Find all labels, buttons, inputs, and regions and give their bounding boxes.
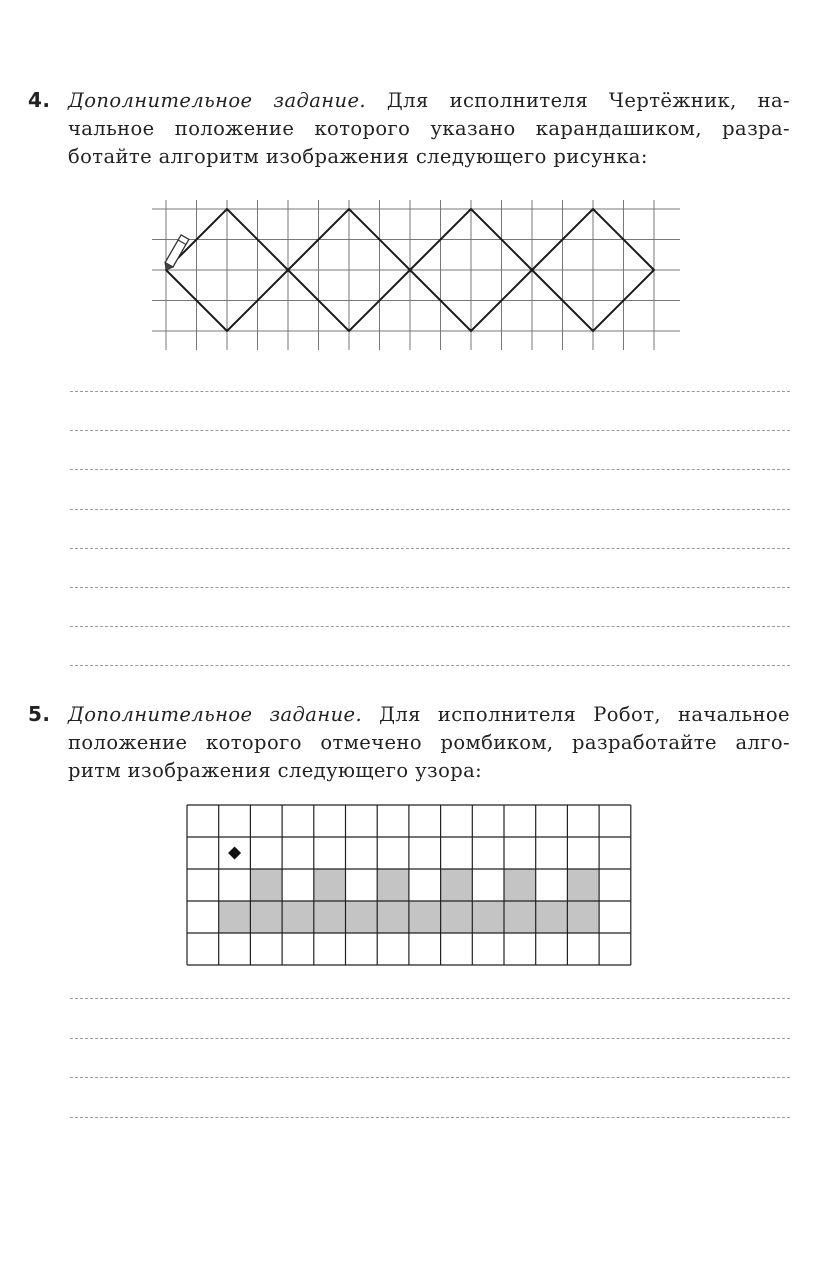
task-5-answer-line[interactable] <box>70 1117 790 1118</box>
shaded-cell <box>250 869 282 901</box>
shaded-cell <box>409 901 441 933</box>
shaded-cell <box>536 901 568 933</box>
task-5-text-1: Для исполнителя Робот, начальное <box>379 703 790 726</box>
task-5-number: 5. <box>28 702 51 726</box>
task-4-text-1: Для исполнителя Чертёжник, на- <box>386 89 790 112</box>
shaded-cell <box>504 869 536 901</box>
shaded-cell <box>472 901 504 933</box>
task-4-text-3: ботайте алгоритм изображения следующего рисунка: <box>68 145 648 168</box>
task-5-answer-line[interactable] <box>70 998 790 999</box>
shaded-cell <box>441 869 473 901</box>
task-5-answer-line[interactable] <box>70 1077 790 1078</box>
diamond-icon <box>228 847 241 860</box>
shaded-cell <box>346 901 378 933</box>
shaded-cell <box>377 901 409 933</box>
task-5-answer-line[interactable] <box>70 1038 790 1039</box>
shaded-cell <box>441 901 473 933</box>
shaded-cell <box>219 901 251 933</box>
shaded-cell <box>314 901 346 933</box>
task-4-text-2: чальное положение которого указано карандашиком, разра- <box>68 117 790 140</box>
shaded-cell <box>314 869 346 901</box>
task-5-lead: Дополнительное задание. <box>68 703 363 726</box>
task-4-lead: Дополнительное задание. <box>68 89 366 112</box>
shaded-cell <box>282 901 314 933</box>
shaded-cell <box>504 901 536 933</box>
shaded-cell <box>250 901 282 933</box>
shaded-cell <box>567 901 599 933</box>
task-5-text-2: положение которого отмечено ромбиком, разработайте алго- <box>68 731 790 754</box>
shaded-cell <box>567 869 599 901</box>
task-5-text-3: ритм изображения следующего узора: <box>68 759 483 782</box>
task-4-number: 4. <box>28 88 51 112</box>
shaded-cell <box>377 869 409 901</box>
